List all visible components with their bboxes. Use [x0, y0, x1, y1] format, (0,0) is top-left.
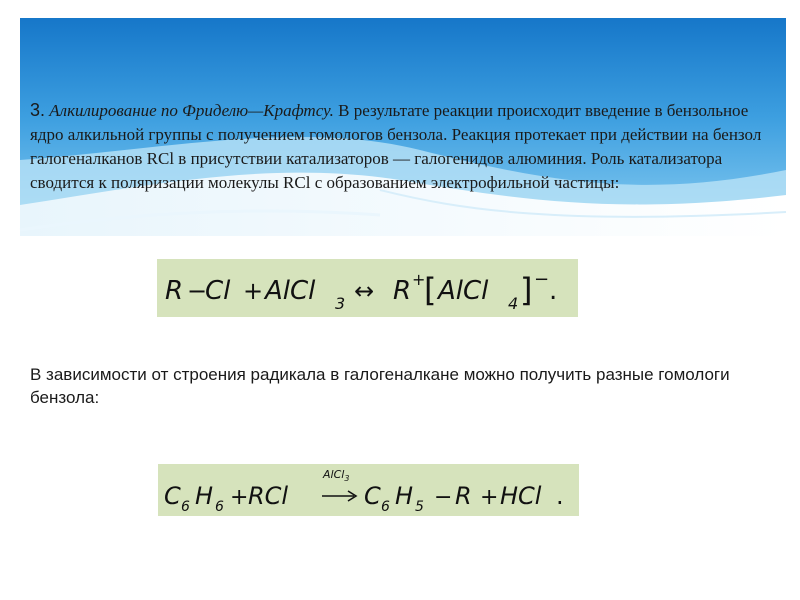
f1-sub4: 4	[508, 294, 519, 313]
f2-dot: .	[556, 482, 564, 510]
f1-bracket-open: [	[424, 271, 437, 309]
f2-sub6a: 6	[181, 499, 190, 515]
f2-sub6c: 6	[381, 499, 390, 515]
f1-sub3: 3	[335, 294, 346, 313]
f2-catalyst: AlCl$_3$	[323, 468, 350, 483]
f2-plus2: +	[480, 485, 499, 510]
section-title: Алкилирование по Фриделю—Крафтсу.	[49, 101, 334, 120]
f1-r2: R	[393, 276, 412, 306]
f1-minus: −	[187, 277, 208, 305]
section-number: 3.	[30, 100, 46, 120]
middle-paragraph: В зависимости от строения радикала в галогеналкане можно получить разные гомологи бензола:	[30, 365, 730, 407]
f2-c1: C	[164, 482, 181, 510]
intro-paragraph	[30, 98, 782, 195]
formula-alkylation-reaction	[158, 464, 579, 516]
formula-1-svg	[157, 259, 578, 317]
f1-arrow: ↔	[354, 277, 375, 305]
f2-minus: −	[434, 485, 453, 510]
f2-c2: C	[364, 482, 381, 510]
f1-dot: .	[549, 276, 558, 306]
f2-hcl: HCl	[500, 482, 542, 510]
f2-h1: H	[195, 482, 214, 510]
formula-2-svg	[158, 464, 579, 516]
f1-sup-plus: +	[412, 270, 426, 289]
f2-plus1: +	[230, 485, 249, 510]
f2-sub5: 5	[415, 499, 424, 515]
f1-r: R	[165, 276, 184, 306]
f2-rcl: RCl	[248, 482, 289, 510]
f1-sup-minus: −	[534, 269, 550, 290]
f2-h2: H	[395, 482, 414, 510]
f1-bracket-close: ]	[520, 271, 533, 309]
f1-alcl: AlCl	[265, 276, 316, 306]
f2-sub6b: 6	[215, 499, 224, 515]
formula-catalyst-polarization	[157, 259, 578, 317]
f2-r: R	[455, 482, 472, 510]
f1-cl: Cl	[205, 276, 231, 306]
intro-body: В результате реакции происходит введение в бензольное ядро алкильной группы с получением гомологов бензола. Реакция протекает при действии на бензол галогеналканов RCl в присутствии катализаторов — галогенидов алюминия. Роль катализатора сводится к поляризации молекулы RCl с образованием электрофильной частицы:	[30, 101, 762, 192]
f1-plus: +	[243, 277, 264, 305]
f1-alcl2: AlCl	[438, 276, 489, 306]
